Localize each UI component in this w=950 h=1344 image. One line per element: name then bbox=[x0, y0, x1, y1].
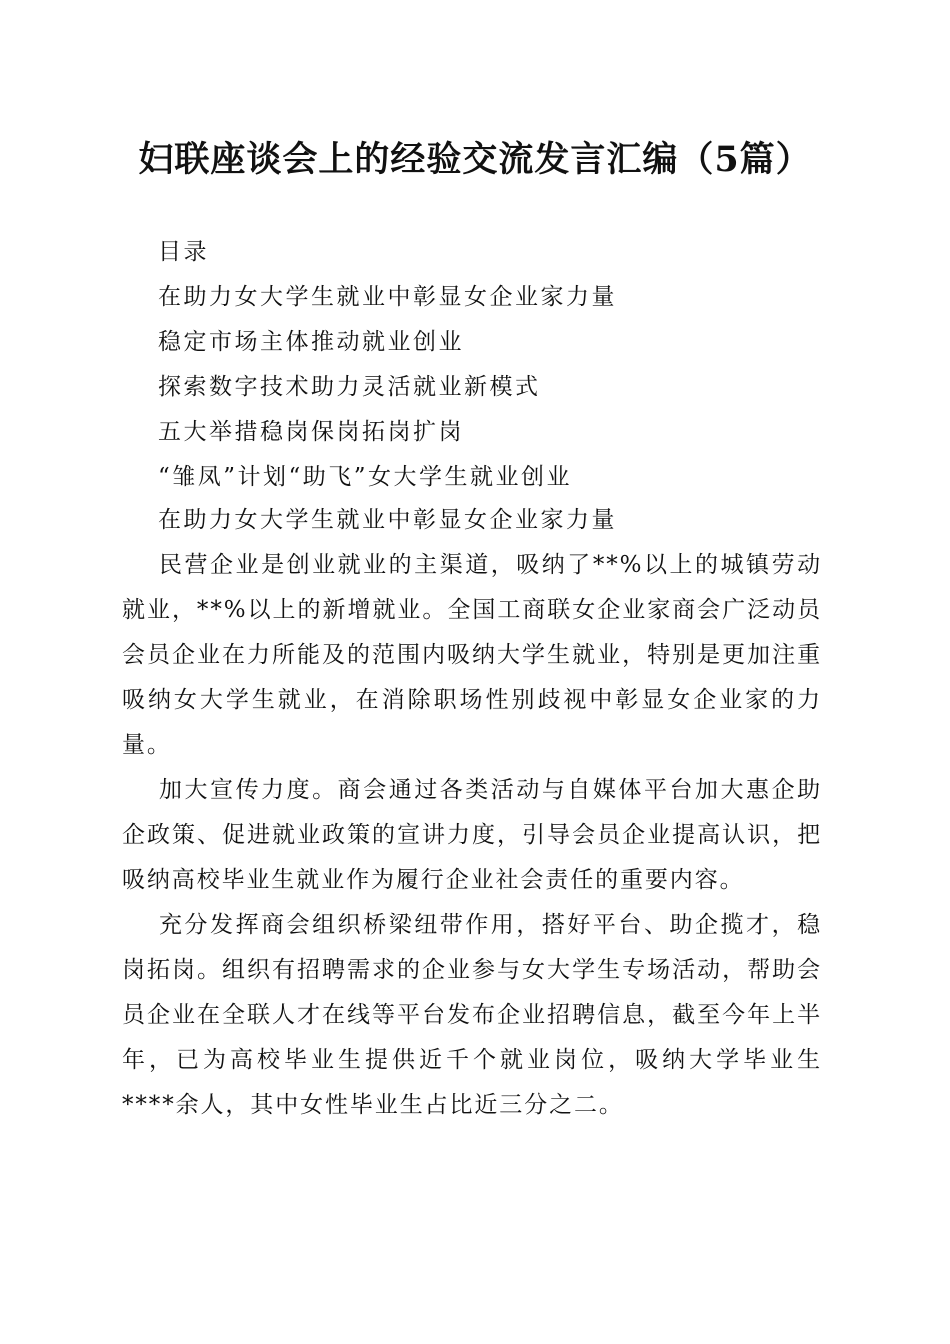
body-paragraph: 充分发挥商会组织桥梁纽带作用，搭好平台、助企揽才，稳岗拓岗。组织有招聘需求的企业参与女大学生专场活动，帮助会员企业在全联人才在线等平台发布企业招聘信息，截至今年上半年，已为高校毕业生提供近千个就业岗位，吸纳大学毕业生****余人，其中女性毕业生占比近三分之二。 bbox=[122, 912, 822, 1118]
toc-item: “雏凤”计划“助飞”女大学生就业创业 bbox=[158, 464, 573, 490]
toc-item: 探索数字技术助力灵活就业新模式 bbox=[158, 374, 541, 400]
table-of-contents bbox=[158, 230, 858, 500]
section-title: 在助力女大学生就业中彰显女企业家力量 bbox=[158, 507, 617, 533]
document-title: 妇联座谈会上的经验交流发言汇编（5篇） bbox=[138, 139, 812, 180]
toc-item: 五大举措稳岗保岗拓岗扩岗 bbox=[158, 419, 464, 445]
toc-item: 在助力女大学生就业中彰显女企业家力量 bbox=[158, 284, 617, 310]
toc-heading: 目录 bbox=[158, 239, 209, 265]
body-paragraph: 民营企业是创业就业的主渠道，吸纳了**%以上的城镇劳动就业，**%以上的新增就业。全国工商联女企业家商会广泛动员会员企业在力所能及的范围内吸纳大学生就业，特别是更加注重吸纳女大学生就业，在消除职场性别歧视中彰显女企业家的力量。 bbox=[122, 552, 822, 758]
body-paragraph: 加大宣传力度。商会通过各类活动与自媒体平台加大惠企助企政策、促进就业政策的宣讲力度，引导会员企业提高认识，把吸纳高校毕业生就业作为履行企业社会责任的重要内容。 bbox=[122, 777, 822, 893]
toc-item: 稳定市场主体推动就业创业 bbox=[158, 329, 464, 355]
